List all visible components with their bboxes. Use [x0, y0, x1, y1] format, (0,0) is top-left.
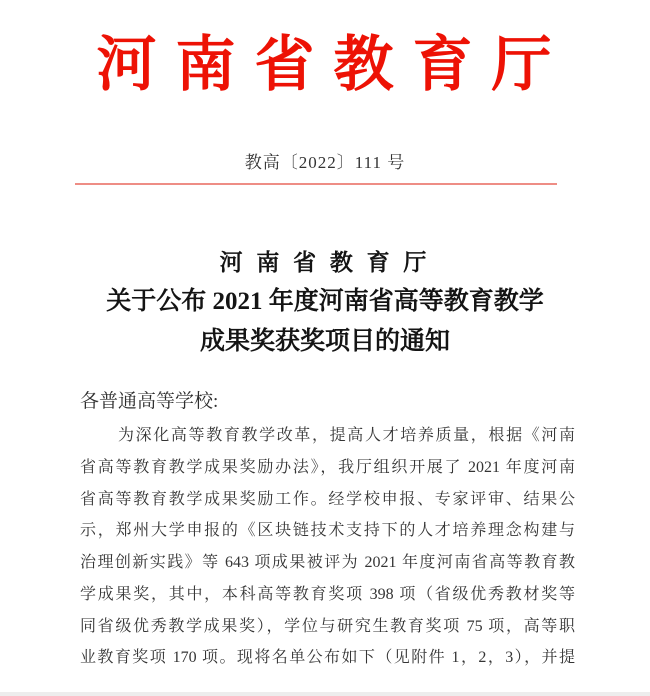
letterhead-divider-line	[75, 183, 557, 185]
body-line-7: 同省级优秀教学成果奖），学位与研究生教育奖项 75 项，高等职	[80, 617, 575, 635]
body-paragraph	[80, 420, 575, 674]
notice-title-line-3: 成果奖获奖项目的通知	[199, 328, 450, 355]
notice-title	[75, 244, 575, 361]
body-line-1: 为深化高等教育教学改革，提高人才培养质量，根据《河南	[118, 427, 575, 444]
body-line-3: 省高等教育教学成果奖励工作。经学校申报、专家评审、结果公	[80, 490, 575, 508]
page-bottom-edge	[0, 692, 650, 696]
salutation: 各普通高等学校:	[80, 391, 219, 412]
body-line-4: 示，郑州大学申报的《区块链技术支持下的人才培养理念构建与	[80, 522, 575, 540]
letterhead-agency-name: 河 南 省 教 育 厅	[96, 32, 554, 98]
body-line-8: 业教育奖项 170 项。现将名单公布如下（见附件 1，2，3），并提	[80, 649, 575, 667]
document-number: 教高〔2022〕111 号	[244, 153, 406, 172]
body-line-6: 学成果奖，其中，本科高等教育奖项 398 项（省级优秀教材奖等	[80, 585, 575, 603]
notice-title-agency-line: 河 南 省 教 育 厅	[219, 250, 431, 275]
notice-title-line-2: 关于公布 2021 年度河南省高等教育教学	[106, 288, 544, 315]
body-line-5: 治理创新实践》等 643 项成果被评为 2021 年度河南省高等教育教	[80, 554, 575, 571]
body-line-2: 省高等教育教学成果奖励办法》，我厅组织开展了 2021 年度河南	[80, 458, 575, 476]
